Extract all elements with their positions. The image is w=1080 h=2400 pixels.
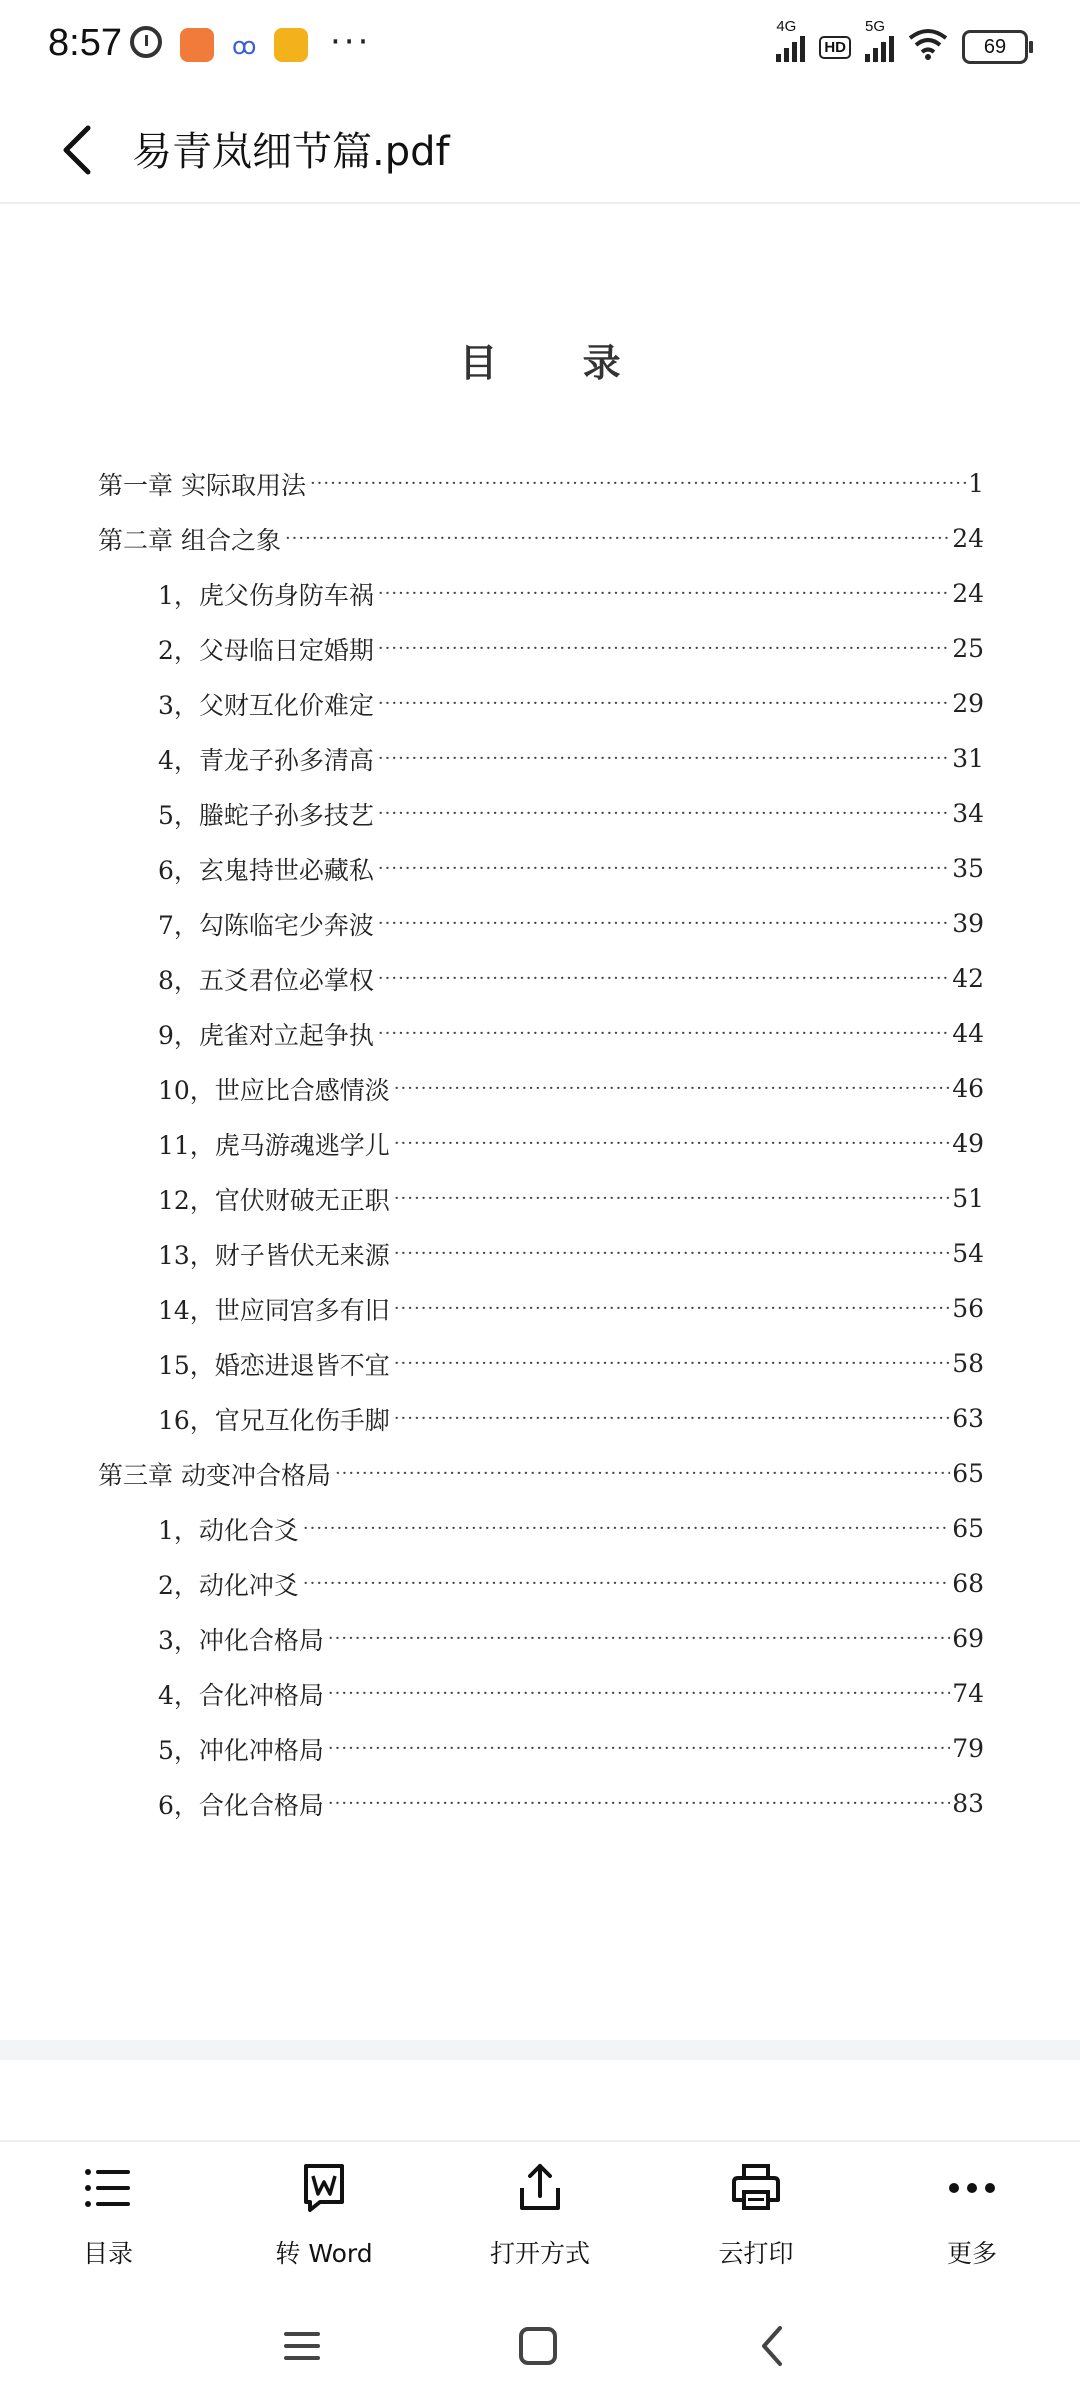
cloud-print-label: 云打印 — [718, 2239, 794, 2268]
toc-entry-title: 10，世应比合感情淡 — [158, 1071, 394, 1107]
toc-leader-dots — [378, 858, 950, 879]
toc-entry-page: 1 — [968, 469, 984, 498]
toc-entry-title: 第二章 组合之象 — [98, 521, 285, 557]
toc-entry-title: 4，青龙子孙多清高 — [158, 741, 378, 777]
toc-entry[interactable] — [98, 841, 984, 896]
toc-leader-dots — [394, 1078, 950, 1099]
toc-leader-dots — [394, 1353, 950, 1374]
toc-entry[interactable] — [98, 896, 984, 951]
toc-leader-dots — [378, 748, 950, 769]
convert-word-label: 转 Word — [275, 2239, 373, 2268]
toc-entry-title: 2，父母临日定婚期 — [158, 631, 378, 667]
link-notification-icon: ꝏ — [232, 32, 257, 60]
toc-entry[interactable] — [98, 731, 984, 786]
back-arrow-icon — [744, 2322, 804, 2370]
toc-leader-dots — [335, 1463, 950, 1484]
toc-entry-title: 14，世应同宫多有旧 — [158, 1291, 394, 1327]
toc-leader-dots — [378, 913, 950, 934]
toc-entry[interactable] — [98, 511, 984, 566]
status-time: 8:57 — [48, 22, 122, 64]
toc-entry-page: 68 — [952, 1569, 984, 1598]
document-title: 易青岚细节篇.pdf — [132, 129, 450, 175]
printer-icon — [728, 2160, 784, 2216]
page-separator — [0, 2040, 1080, 2060]
toc-leader-dots — [378, 803, 950, 824]
open-with-label: 打开方式 — [489, 2239, 590, 2268]
toc-entry-title: 5，螣蛇子孙多技艺 — [158, 796, 378, 832]
toc-entry-page: 51 — [952, 1184, 984, 1213]
toc-leader-dots — [328, 1738, 950, 1759]
toc-leader-dots — [303, 1573, 950, 1594]
convert-word-button[interactable] — [224, 2142, 424, 2288]
word-icon — [296, 2160, 352, 2216]
toc-entry-title: 13，财子皆伏无来源 — [158, 1236, 394, 1272]
toc-leader-dots — [285, 528, 950, 549]
bottom-toolbar — [0, 2140, 1080, 2288]
signal-4g-icon: 4G — [776, 32, 805, 62]
back-button[interactable] — [56, 122, 100, 178]
toc-leader-dots — [394, 1188, 950, 1209]
toc-entry[interactable] — [98, 566, 984, 621]
toc-entry-title: 8，五爻君位必掌权 — [158, 961, 378, 997]
toc-entry[interactable] — [98, 951, 984, 1006]
notes-notification-icon — [274, 28, 308, 62]
signal-5g-icon: 5G — [865, 32, 894, 62]
toc-entry-title: 9，虎雀对立起争执 — [158, 1016, 378, 1052]
toc-entry-title: 16，官兄互化伤手脚 — [158, 1401, 394, 1437]
toc-entry-title: 11，虎马游魂逃学儿 — [158, 1126, 394, 1162]
more-notifications-icon: ··· — [330, 22, 372, 62]
status-bar — [0, 0, 1080, 96]
toc-entry[interactable] — [98, 621, 984, 676]
toc-entry-page: 56 — [952, 1294, 984, 1323]
toc-entry[interactable] — [98, 1391, 984, 1446]
toc-entry-page: 63 — [952, 1404, 984, 1433]
toc-heading: 目 录 — [459, 340, 657, 385]
toc-button-label: 目录 — [82, 2239, 133, 2268]
toc-leader-dots — [328, 1628, 950, 1649]
toc-entry-page: 58 — [952, 1349, 984, 1378]
cloud-print-button[interactable] — [656, 2142, 856, 2288]
toc-entry-page: 29 — [952, 689, 984, 718]
table-of-contents — [98, 456, 984, 1831]
toc-entry-page: 65 — [952, 1514, 984, 1543]
toc-entry-title: 3，父财互化价难定 — [158, 686, 378, 722]
toc-entry[interactable] — [98, 1611, 984, 1666]
wifi-icon — [908, 28, 948, 66]
toc-entry-title: 1，动化合爻 — [158, 1511, 303, 1547]
menu-icon — [272, 2322, 332, 2370]
toc-entry-page: 74 — [952, 1679, 984, 1708]
toc-entry[interactable] — [98, 1061, 984, 1116]
toc-entry-title: 5，冲化冲格局 — [158, 1731, 328, 1767]
toc-entry[interactable] — [98, 456, 984, 511]
more-button[interactable] — [872, 2142, 1072, 2288]
toc-entry-page: 24 — [952, 524, 984, 553]
toc-entry[interactable] — [98, 1776, 984, 1831]
toc-entry-title: 6，玄鬼持世必藏私 — [158, 851, 378, 887]
toc-entry-title: 15，婚恋进退皆不宜 — [158, 1346, 394, 1382]
toc-entry-title: 6，合化合格局 — [158, 1786, 328, 1822]
toc-entry[interactable] — [98, 1336, 984, 1391]
chevron-left-icon — [56, 122, 100, 178]
toc-leader-dots — [310, 473, 966, 494]
toc-entry[interactable] — [98, 1006, 984, 1061]
toc-entry-title: 12，官伏财破无正职 — [158, 1181, 394, 1217]
more-dots-icon — [944, 2160, 1000, 2216]
toc-entry[interactable] — [98, 1116, 984, 1171]
toc-leader-dots — [303, 1518, 950, 1539]
system-navigation-bar — [0, 2296, 1080, 2400]
toc-entry-page: 35 — [952, 854, 984, 883]
toc-leader-dots — [378, 693, 950, 714]
hd-icon: HD — [819, 36, 851, 59]
app-notification-icon — [180, 28, 214, 62]
toc-entry[interactable] — [98, 1171, 984, 1226]
toc-entry-page: 24 — [952, 579, 984, 608]
toc-leader-dots — [394, 1133, 950, 1154]
toc-entry[interactable] — [98, 786, 984, 841]
toc-entry-page: 39 — [952, 909, 984, 938]
menu-nav-button[interactable] — [272, 2322, 332, 2370]
battery-icon: 69 — [962, 30, 1028, 64]
toc-entry-page: 34 — [952, 799, 984, 828]
toc-leader-dots — [394, 1298, 950, 1319]
toc-entry[interactable] — [98, 1226, 984, 1281]
toc-leader-dots — [378, 1023, 950, 1044]
toc-entry[interactable] — [98, 1556, 984, 1611]
toc-leader-dots — [378, 583, 950, 604]
title-bar — [0, 96, 1080, 204]
toc-entry-title: 第三章 动变冲合格局 — [98, 1456, 335, 1492]
toc-leader-dots — [378, 968, 950, 989]
toc-entry-page: 83 — [952, 1789, 984, 1818]
toc-entry-title: 第一章 实际取用法 — [98, 466, 310, 502]
toc-entry-title: 4，合化冲格局 — [158, 1676, 328, 1712]
toc-entry[interactable] — [98, 1281, 984, 1336]
toc-leader-dots — [328, 1683, 950, 1704]
toc-leader-dots — [394, 1408, 950, 1429]
toc-entry-title: 3，冲化合格局 — [158, 1621, 328, 1657]
toc-entry-title: 7，勾陈临宅少奔波 — [158, 906, 378, 942]
toc-button[interactable] — [8, 2142, 208, 2288]
toc-entry-page: 49 — [952, 1129, 984, 1158]
toc-entry-page: 69 — [952, 1624, 984, 1653]
home-nav-button[interactable] — [508, 2322, 568, 2370]
toc-entry-page: 65 — [952, 1459, 984, 1488]
toc-entry-page: 31 — [952, 744, 984, 773]
toc-entry-title: 2，动化冲爻 — [158, 1566, 303, 1602]
toc-leader-dots — [378, 638, 950, 659]
open-with-button[interactable] — [440, 2142, 640, 2288]
toc-entry-page: 42 — [952, 964, 984, 993]
toc-entry-page: 44 — [952, 1019, 984, 1048]
toc-entry-page: 46 — [952, 1074, 984, 1103]
toc-entry[interactable] — [98, 1666, 984, 1721]
more-label: 更多 — [946, 2239, 997, 2268]
toc-leader-dots — [328, 1793, 950, 1814]
toc-entry-page: 25 — [952, 634, 984, 663]
toc-entry-title: 1，虎父伤身防车祸 — [158, 576, 378, 612]
toc-leader-dots — [394, 1243, 950, 1264]
home-square-icon — [508, 2322, 568, 2370]
back-nav-button[interactable] — [744, 2322, 804, 2370]
toc-entry[interactable] — [98, 1721, 984, 1776]
share-icon — [512, 2160, 568, 2216]
pdf-page[interactable] — [0, 204, 1080, 2044]
toc-entry[interactable] — [98, 676, 984, 731]
toc-entry-page: 79 — [952, 1734, 984, 1763]
alarm-icon — [130, 26, 162, 58]
toc-entry[interactable] — [98, 1446, 984, 1501]
toc-entry[interactable] — [98, 1501, 984, 1556]
list-icon — [80, 2160, 136, 2216]
toc-entry-page: 54 — [952, 1239, 984, 1268]
